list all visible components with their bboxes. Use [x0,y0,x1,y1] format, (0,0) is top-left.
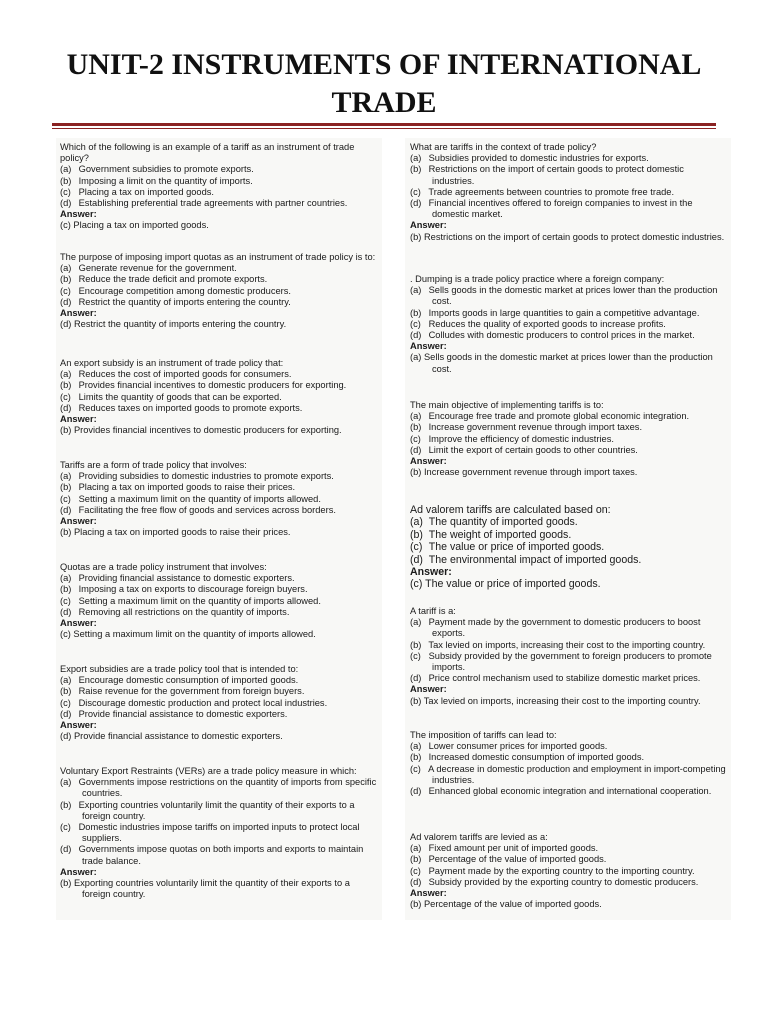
question-text: Which of the following is an example of a tariff as an instrument of trade policy? [60,142,355,164]
answer-text: (b) Provides financial incentives to domestic producers for exporting. [60,425,342,436]
option-text: Placing a tax on imported goods to raise their prices. [78,482,296,493]
option-a [410,843,728,854]
option-text: Governments impose quotas on both imports and exports to maintain trade balance. [78,844,364,866]
option-text: Exporting countries voluntarily limit the quantity of their exports to a foreign country. [78,799,355,821]
option-label: (c) [410,433,421,444]
option-label: (c) [60,697,71,708]
option-text: Generate revenue for the government. [78,263,237,274]
answer-text: (c) Setting a maximum limit on the quantity of imports allowed. [60,629,316,640]
option-text: Setting a maximum limit on the quantity of imports allowed. [78,595,321,606]
option-c [60,392,378,403]
option-a [410,153,728,164]
option-text: The quantity of imported goods. [428,516,578,529]
option-b [60,176,378,187]
option-a [410,516,728,528]
option-text: Domestic industries impose tariffs on imported inputs to protect local suppliers. [78,822,360,844]
option-label: (b) [60,482,72,493]
option-text: Encourage domestic consumption of imported goods. [78,675,299,686]
option-label: (b) [60,799,72,810]
option-label: (c) [410,186,421,197]
option-c [410,866,728,877]
option-label: (b) [60,274,72,285]
option-text: Imposing a tax on exports to discourage foreign buyers. [78,584,308,595]
option-text: Payment made by the exporting country to the importing country. [428,865,695,876]
answer-text: (c) Placing a tax on imported goods. [60,220,209,231]
option-label: (c) [410,865,421,876]
answer-heading: Answer: [60,516,97,527]
option-b [60,274,378,285]
option-text: Encourage competition among domestic producers. [78,285,291,296]
option-text: Fixed amount per unit of imported goods. [428,843,599,854]
option-label: (d) [60,198,72,209]
option-text: Imposing a limit on the quantity of imports. [78,175,253,186]
option-text: Government subsidies to promote exports. [78,164,254,175]
answer-text: (b) Increase government revenue through import taxes. [410,467,638,478]
page-title: UNIT-2 INSTRUMENTS OF INTERNATIONAL TRADE [66,48,702,119]
option-label: (c) [60,391,71,402]
question-text: . Dumping is a trade policy practice where a foreign company: [410,274,665,284]
option-label: (a) [410,741,422,752]
answer-text: (b) Percentage of the value of imported goods. [410,899,602,910]
option-label: (d) [410,553,423,566]
option-label: (a) [60,777,72,788]
option-label: (c) [60,595,71,606]
option-label: (a) [60,263,72,274]
answer-heading: Answer: [410,566,452,579]
option-label: (a) [60,573,72,584]
option-label: (c) [410,763,421,774]
question-block [60,562,378,640]
question-text: Ad valorem tariffs are levied as a: [410,832,548,842]
option-text: Subsidy provided by the exporting country to domestic producers. [428,876,699,887]
option-label: (d) [410,876,422,887]
option-text: Sells goods in the domestic market at prices lower than the production cost. [428,285,718,307]
question-block [60,766,378,900]
answer-text: (b) Placing a tax on imported goods to raise their prices. [60,527,291,538]
option-label: (b) [60,175,72,186]
option-label: (b) [60,686,72,697]
question-text: Ad valorem tariffs are calculated based on: [410,504,611,516]
option-label: (b) [410,307,422,318]
option-b [410,529,728,541]
option-d [60,403,378,414]
option-text: Financial incentives offered to foreign companies to invest in the domestic market. [428,198,693,220]
option-label: (d) [60,296,72,307]
option-text: Reduces taxes on imported goods to promote exports. [78,402,303,413]
option-label: (a) [60,675,72,686]
option-text: Establishing preferential trade agreements with partner countries. [78,198,348,209]
option-text: Subsidies provided to domestic industries for exports. [428,153,649,164]
answer-heading: Answer: [60,308,97,319]
question-block [410,832,728,910]
option-d [410,673,728,684]
option-b [60,584,378,595]
option-d [60,709,378,720]
option-a [410,617,728,639]
option-text: Reduces the quality of exported goods to increase profits. [428,318,666,329]
option-a [60,777,378,799]
question-block [60,460,378,538]
option-a [60,369,378,380]
question-text: An export subsidy is an instrument of trade policy that: [60,358,284,368]
option-b [410,752,728,763]
option-label: (a) [410,516,423,529]
option-text: Raise revenue for the government from foreign buyers. [78,686,305,697]
answer-heading: Answer: [410,341,447,352]
option-text: Provide financial assistance to domestic exporters. [78,708,288,719]
question-block [410,606,728,707]
option-text: Reduce the trade deficit and promote exports. [78,274,268,285]
option-label: (d) [60,402,72,413]
question-text: Quotas are a trade policy instrument that involves: [60,562,267,572]
option-d [60,198,378,209]
option-c [410,434,728,445]
option-b [60,380,378,391]
option-text: Encourage free trade and promote global economic integration. [428,411,690,422]
option-b [410,422,728,433]
option-label: (d) [410,786,422,797]
answer-text: (d) Provide financial assistance to domestic exporters. [60,731,283,742]
option-text: Enhanced global economic integration and international cooperation. [428,786,712,797]
option-text: Reduces the cost of imported goods for consumers. [78,369,292,380]
option-label: (b) [410,422,422,433]
option-a [410,411,728,422]
option-text: Subsidy provided by the government to foreign producers to promote imports. [428,650,712,673]
option-a [60,164,378,175]
option-label: (d) [410,673,422,684]
question-block [60,142,378,232]
option-b [60,686,378,697]
option-d [410,330,728,341]
answer-text: (d) Restrict the quantity of imports entering the country. [60,319,287,330]
option-label: (c) [410,318,421,329]
option-label: (b) [410,528,423,541]
answer-heading: Answer: [60,209,97,220]
question-block [60,252,378,330]
option-c [60,698,378,709]
option-text: Provides financial incentives to domestic producers for exporting. [78,380,347,391]
question-block [60,664,378,742]
option-text: Increased domestic consumption of imported goods. [428,752,645,763]
option-text: The environmental impact of imported goods. [428,553,642,566]
option-label: (b) [410,164,422,175]
option-label: (a) [60,471,72,482]
option-text: Limit the export of certain goods to other countries. [428,444,638,455]
option-c [60,822,378,844]
option-label: (d) [60,504,72,515]
answer-heading: Answer: [60,618,97,629]
question-text: Tariffs are a form of trade policy that involves: [60,460,247,470]
option-text: Increase government revenue through import taxes. [428,422,643,433]
answer-text: (b) Tax levied on imports, increasing their cost to the importing country. [410,695,701,706]
answer-heading: Answer: [60,866,97,877]
option-a [410,285,728,307]
option-d [60,505,378,516]
option-b [410,164,728,186]
option-c [60,494,378,505]
option-label: (c) [60,186,71,197]
question-block [60,358,378,436]
option-b [410,640,728,651]
option-text: Facilitating the free flow of goods and services across borders. [78,504,336,515]
option-b [60,800,378,822]
option-d [410,786,728,797]
answer-text: (c) The value or price of imported goods. [410,578,601,591]
option-c [410,541,728,553]
question-block [410,730,728,797]
option-label: (a) [410,285,422,296]
option-text: Limits the quantity of goods that can be exported. [78,391,282,402]
question-text: The imposition of tariffs can lead to: [410,730,557,740]
option-text: The value or price of imported goods. [428,541,605,554]
answer-heading: Answer: [410,456,447,467]
option-label: (b) [410,752,422,763]
option-b [410,308,728,319]
question-text: A tariff is a: [410,606,456,616]
option-text: Restrict the quantity of imports entering the country. [78,296,291,307]
answer-heading: Answer: [60,720,97,731]
title-divider [52,123,716,129]
option-label: (d) [410,444,422,455]
option-a [410,741,728,752]
option-label: (b) [410,639,422,650]
option-text: Colludes with domestic producers to control prices in the market. [428,330,695,341]
option-c [410,319,728,330]
option-text: Tax levied on imports, increasing their cost to the importing country. [428,639,706,650]
answer-text: (b) Restrictions on the import of certain goods to protect domestic industries. [410,231,725,242]
option-d [410,198,728,220]
option-label: (d) [410,330,422,341]
question-block [410,142,728,243]
option-c [410,187,728,198]
option-a [60,471,378,482]
option-text: The weight of imported goods. [428,528,572,541]
question-text: The purpose of imposing import quotas as an instrument of trade policy is to: [60,252,376,262]
option-a [60,573,378,584]
option-d [60,844,378,866]
option-a [60,263,378,274]
option-text: Governments impose restrictions on the quantity of imports from specific countries. [78,777,377,799]
option-text: Restrictions on the import of certain goods to protect domestic industries. [428,164,684,186]
option-text: Providing financial assistance to domestic exporters. [78,573,295,584]
option-text: Payment made by the government to domestic producers to boost exports. [428,617,701,639]
option-label: (b) [60,380,72,391]
option-label: (a) [410,843,422,854]
question-block [410,400,728,478]
option-c [60,286,378,297]
option-label: (a) [60,369,72,380]
question-text: Voluntary Export Restraints (VERs) are a trade policy measure in which: [60,766,357,776]
answer-heading: Answer: [410,220,447,231]
question-block [410,274,728,375]
option-label: (c) [60,285,71,296]
option-label: (b) [60,584,72,595]
option-d [410,554,728,566]
option-b [60,482,378,493]
option-text: Imports goods in large quantities to gain a competitive advantage. [428,307,700,318]
option-label: (d) [60,606,72,617]
option-text: Providing subsidies to domestic industries to promote exports. [78,471,334,482]
option-text: A decrease in domestic production and employment in import-competing industries. [428,763,726,785]
option-text: Removing all restrictions on the quantity of imports. [78,606,290,617]
option-label: (c) [410,650,421,661]
option-label: (c) [60,822,71,833]
option-text: Discourage domestic production and protect local industries. [78,697,328,708]
option-label: (d) [60,844,72,855]
option-text: Lower consumer prices for imported goods. [428,741,608,752]
answer-heading: Answer: [60,414,97,425]
option-label: (c) [410,541,423,554]
question-text: The main objective of implementing tariffs is to: [410,400,604,410]
answer-heading: Answer: [410,684,447,695]
option-c [60,187,378,198]
option-text: Trade agreements between countries to promote free trade. [428,186,675,197]
option-label: (b) [410,854,422,865]
question-block [410,504,728,591]
option-text: Placing a tax on imported goods. [78,186,214,197]
option-c [410,764,728,786]
option-c [410,651,728,673]
option-d [60,297,378,308]
option-label: (a) [410,153,422,164]
option-text: Percentage of the value of imported goods. [428,854,607,865]
option-label: (d) [60,708,72,719]
option-c [60,596,378,607]
option-label: (c) [60,493,71,504]
answer-heading: Answer: [410,888,447,899]
option-label: (d) [410,198,422,209]
question-text: What are tariffs in the context of trade policy? [410,142,597,152]
option-d [410,877,728,888]
answer-text: (a) Sells goods in the domestic market at prices lower than the production cost. [410,352,713,374]
option-label: (a) [410,617,422,628]
option-text: Setting a maximum limit on the quantity of imports allowed. [78,493,321,504]
option-label: (a) [60,164,72,175]
option-b [410,854,728,865]
option-d [410,445,728,456]
answer-text: (b) Exporting countries voluntarily limit the quantity of their exports to a foreign country. [60,878,350,900]
option-text: Price control mechanism used to stabilize domestic market prices. [428,673,701,684]
option-d [60,607,378,618]
option-text: Improve the efficiency of domestic industries. [428,433,614,444]
option-label: (a) [410,411,422,422]
question-text: Export subsidies are a trade policy tool that is intended to: [60,664,299,674]
option-a [60,675,378,686]
